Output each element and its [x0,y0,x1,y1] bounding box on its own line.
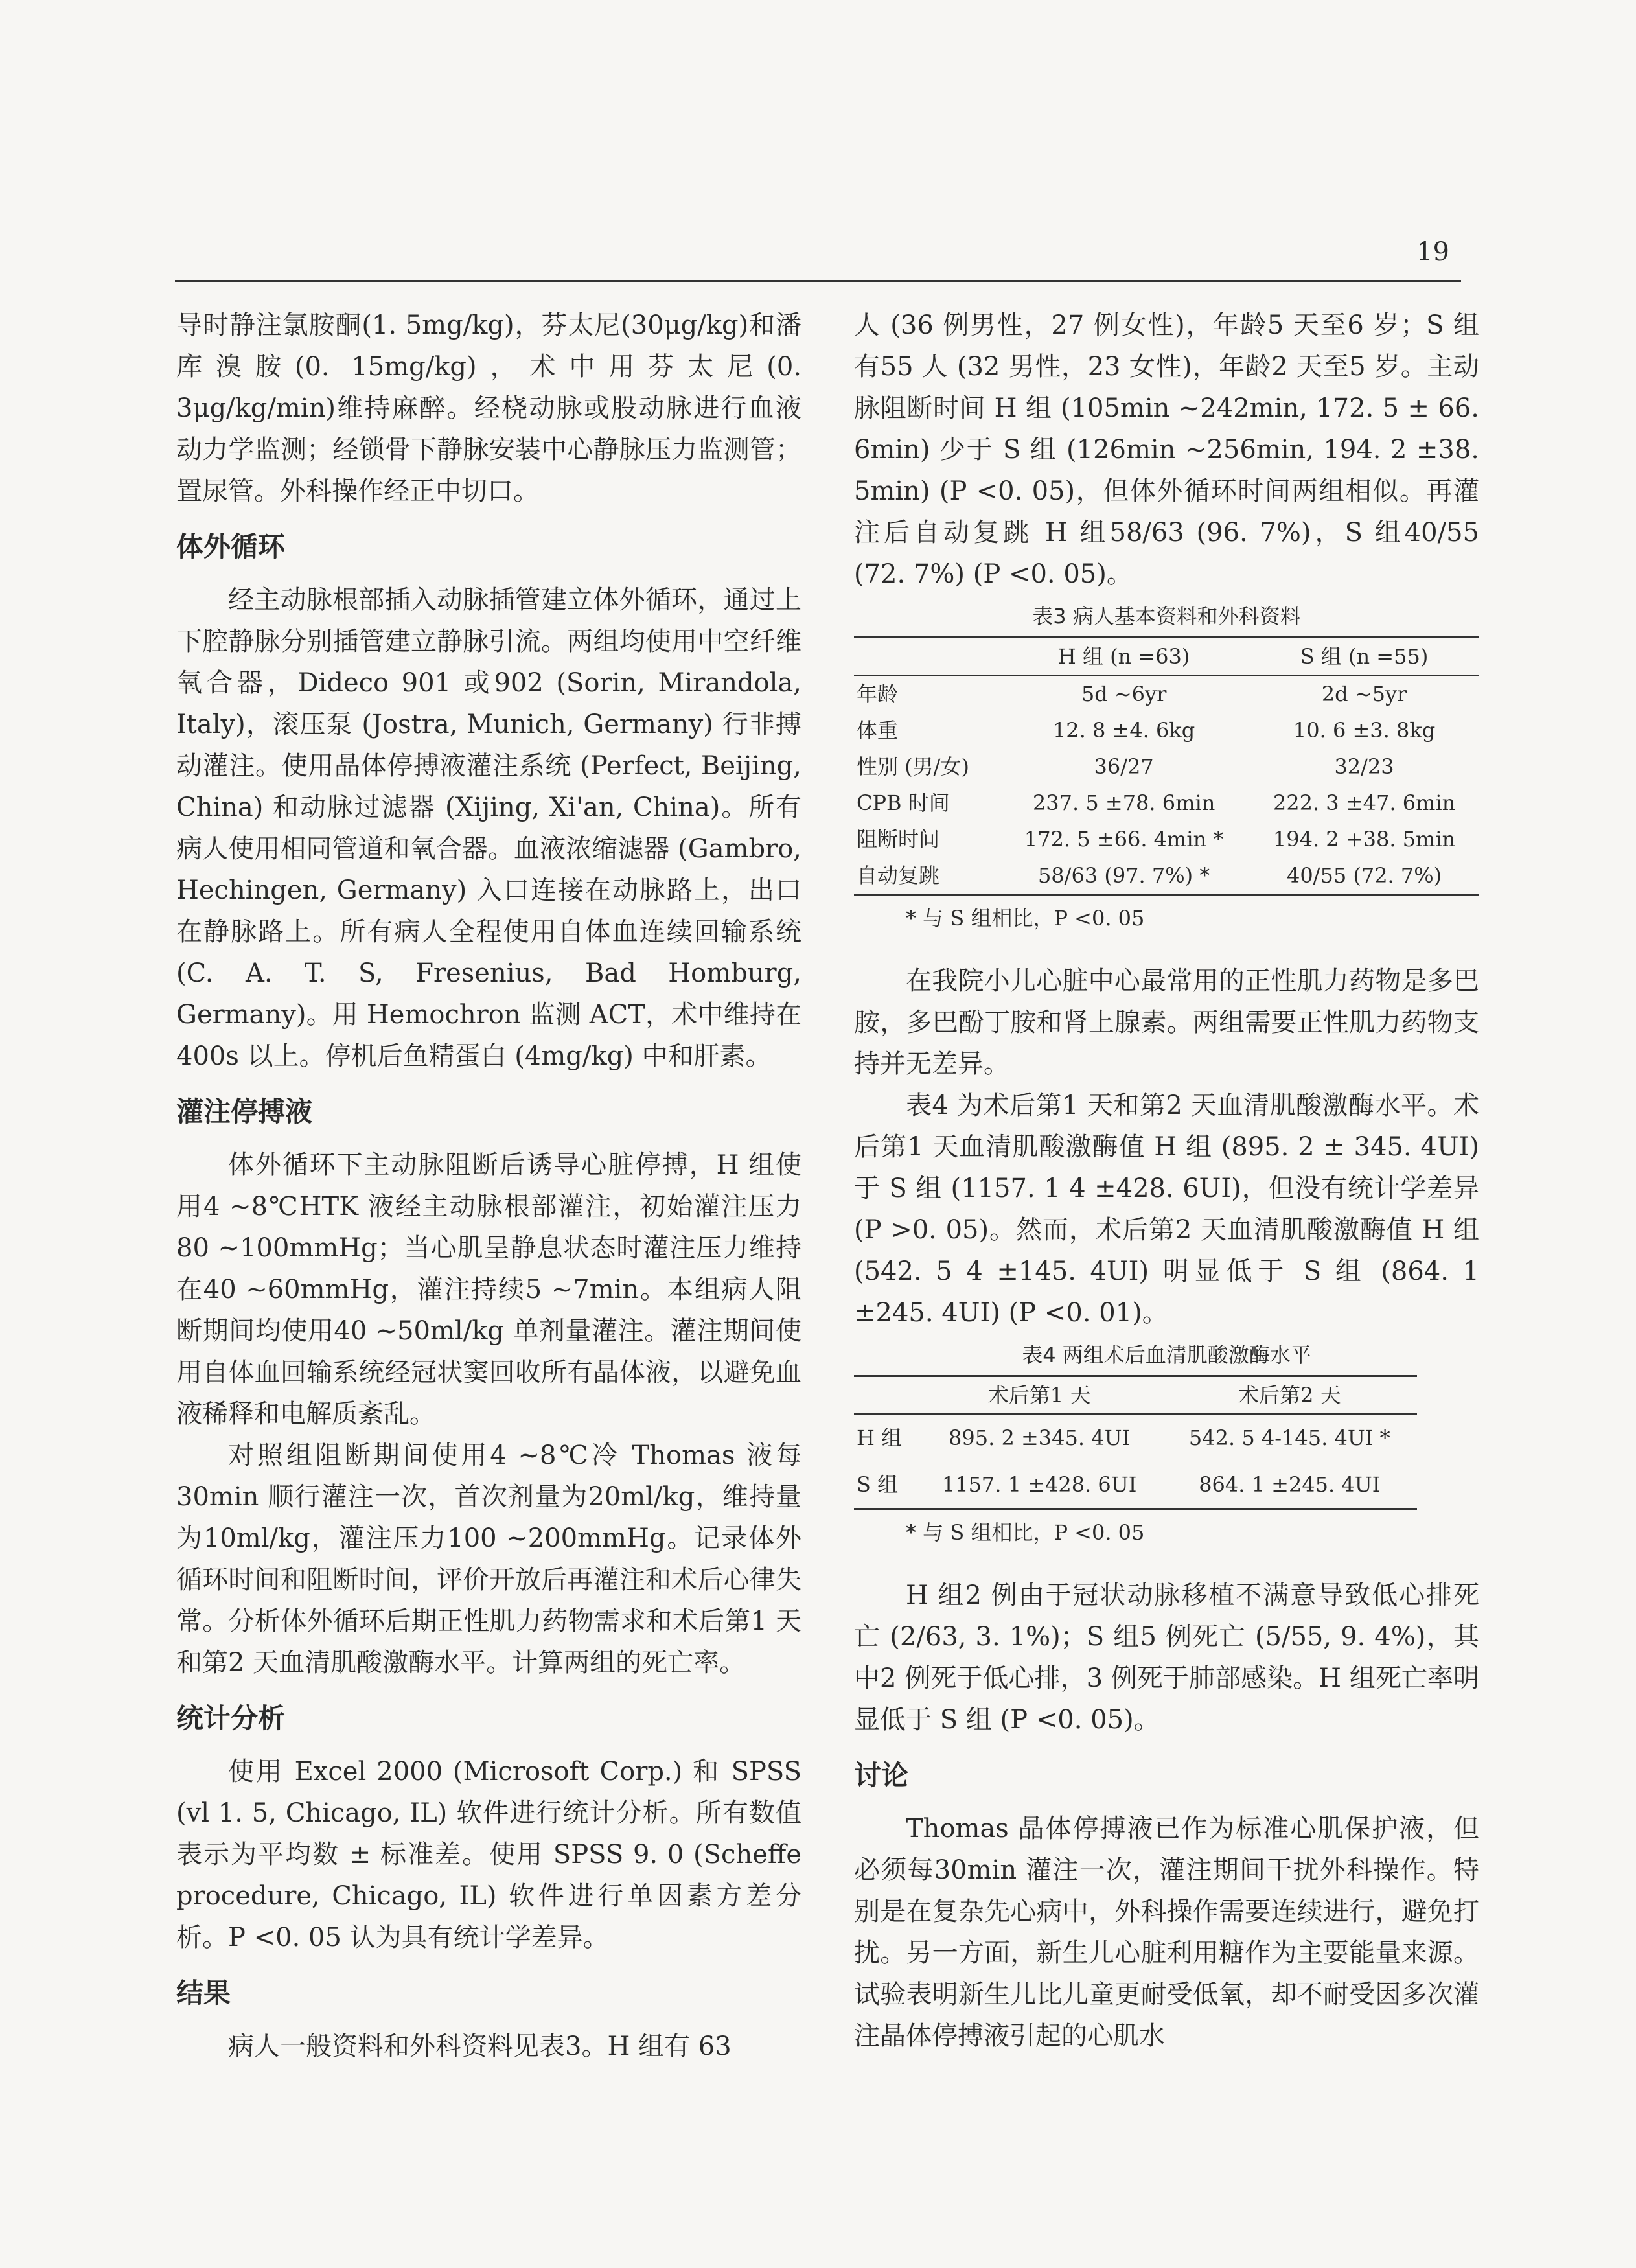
table-cell: 2d ~5yr [1321,682,1407,706]
table-cell: CPB 时间 [857,791,950,815]
table4-title: 表4 两组术后血清肌酸激酶水平 [1022,1343,1311,1367]
table-row [854,821,1479,857]
table-cell: 12. 8 ±4. 6kg [1052,718,1195,743]
section-heading-statistics: 统计分析 [176,1702,286,1734]
cardioplegia-paragraph-1: 体外循环下主动脉阻断后诱导心脏停搏，H 组使用4 ~8℃HTK 液经主动脉根部灌注，初始灌注压力80 ~100mmHg；当心肌呈静息状态时灌注压力维持在40 ~60mmHg，灌注持续5 ~7min。本组病人阻断期间均使用40 ~50ml/kg 单剂量灌注。灌注期间使用自体血回输系统经冠状窦回收所有晶体液，以避免血液稀释和电解质紊乱。 [176,1150,801,1429]
table-header-cell: 术后第1 天 [987,1383,1091,1407]
table-row [854,857,1479,895]
table-cell: 237. 5 ±78. 6min [1032,791,1215,815]
table3-title: 表3 病人基本资料和外科资料 [1032,604,1301,629]
table-row [854,748,1479,785]
table-cell: 895. 2 ±345. 4UI [949,1426,1131,1450]
table4 [854,1375,1417,1510]
table-header-cell: H 组 (n =63) [1057,644,1190,669]
mortality-paragraph: H 组2 例由于冠状动脉移植不满意导致低心排死亡 (2/63, 3. 1%)；S 组5 例死亡 (5/55, 9. 4%)，其中2 例死于低心排，3 例死于肺部感染。H 组死亡率明显低于 S 组 (P <0. 05)。 [854,1580,1479,1735]
table-cell: 5d ~6yr [1081,682,1167,706]
results-continued-paragraph: 人 (36 例男性，27 例女性)，年龄5 天至6 岁；S 组有55 人 (32 男性，23 女性)，年龄2 天至5 岁。主动脉阻断时间 H 组 (105min ~242min, 172. 5 ± 66. 6min) 少于 S 组 (126min ~256min, 194. 2 ±38. 5min) (P <0. 05)，但体外循环时间两组相似。再灌注后自动复跳 H 组58/63 (96. 7%)，S 组40/55 (72. 7%) (P <0. 05)。 [854,310,1479,589]
table-cell: 阻断时间 [857,827,940,851]
table-cell: 58/63 (97. 7%) * [1037,863,1210,888]
table-cell: 864. 1 ±245. 4UI [1199,1472,1381,1497]
table-row [854,1461,1417,1509]
table-cell: 10. 6 ±3. 8kg [1293,718,1436,743]
anesthesia-paragraph: 导时静注氯胺酮(1. 5mg/kg)，芬太尼(30μg/kg)和潘库溴胺(0. 15mg/kg)，术中用芬太尼(0. 3μg/kg/min)维持麻醉。经桡动脉或股动脉进行血液动力学监测；经锁骨下静脉安装中心静脉压力监测管；置尿管。外科操作经正中切口。 [176,310,801,506]
table-cell: 542. 5 4-145. 4UI * [1188,1426,1390,1450]
section-heading-cpb: 体外循环 [176,531,286,562]
results-paragraph: 病人一般资料和外科资料见表3。H 组有 63 [228,2031,732,2061]
table-row [854,675,1479,712]
table-cell: 自动复跳 [857,863,940,888]
table-header-cell: S 组 (n =55) [1300,644,1429,669]
header-rule [175,280,1461,282]
table4-footnote: * 与 S 组相比，P <0. 05 [906,1520,1145,1545]
table-cell: H 组 [857,1426,903,1450]
table-cell: 194. 2 +38. 5min [1273,827,1456,851]
page-number: 19 [1416,237,1449,267]
right-column [854,305,1479,2057]
table-cell: 36/27 [1094,754,1154,779]
table-cell: 32/23 [1334,754,1394,779]
table3 [854,636,1479,896]
section-heading-cardioplegia: 灌注停搏液 [176,1096,313,1128]
table-cell: 172. 5 ±66. 4min * [1024,827,1224,851]
discussion-paragraph: Thomas 晶体停搏液已作为标准心肌保护液，但必须每30min 灌注一次，灌注期间干扰外科操作。特别是在复杂先心病中，外科操作需要连续进行，避免打扰。另一方面，新生儿心脏利用糖作为主要能量来源。试验表明新生儿比儿童更耐受低氧，却不耐受因多次灌注晶体停搏液引起的心肌水 [854,1814,1479,2051]
table-row [854,785,1479,821]
table-cell: 年龄 [857,682,899,706]
table-cell: 222. 3 ±47. 6min [1273,791,1456,815]
table3-footnote: * 与 S 组相比，P <0. 05 [906,906,1145,931]
table-header-cell [854,1376,916,1415]
left-column [176,305,801,2067]
table-cell: 40/55 (72. 7%) [1286,863,1442,888]
inotrope-paragraph: 在我院小儿心脏中心最常用的正性肌力药物是多巴胺，多巴酚丁胺和肾上腺素。两组需要正性肌力药物支持并无差异。 [854,966,1479,1079]
cpb-paragraph: 经主动脉根部插入动脉插管建立体外循环，通过上下腔静脉分别插管建立静脉引流。两组均使用中空纤维氧合器，Dideco 901 或902 (Sorin, Mirandola, Italy)，滚压泵 (Jostra, Munich, Germany) 行非搏动灌注。使用晶体停搏液灌注系统 (Perfect, Beijing, China) 和动脉过滤器 (Xijing, Xi'an, China)。所有病人使用相同管道和氧合器。血液浓缩滤器 (Gambro, Hechingen, Germany) 入口连接在动脉路上，出口在静脉路上。所有病人全程使用自体血连续回输系统 (C. A. T. S, Fresenius, Bad Homburg, Germany)。用 Hemochron 监测 ACT，术中维持在 400s 以上。停机后鱼精蛋白 (4mg/kg) 中和肝素。 [176,585,801,1071]
table-header-cell [854,638,998,676]
table-row [854,1414,1417,1461]
statistics-paragraph: 使用 Excel 2000 (Microsoft Corp.) 和 SPSS (vl 1. 5, Chicago, IL) 软件进行统计分析。所有数值表示为平均数 ± 标准差。使用 SPSS 9. 0 (Scheffe procedure, Chicago, IL) 软件进行单因素方差分析。P <0. 05 认为具有统计学差异。 [176,1757,801,1952]
creatine-kinase-paragraph: 表4 为术后第1 天和第2 天血清肌酸激酶水平。术后第1 天血清肌酸激酶值 H 组 (895. 2 ± 345. 4UI) 于 S 组 (1157. 1 4 ±428. 6UI)，但没有统计学差异 (P >0. 05)。然而，术后第2 天血清肌酸激酶值 H 组 (542. 5 4 ±145. 4UI) 明显低于 S 组 (864. 1 ±245. 4UI) (P <0. 01)。 [854,1091,1479,1328]
table-cell: S 组 [857,1472,899,1497]
section-heading-results: 结果 [176,1977,231,2009]
table-cell: 性别 (男/女) [857,754,969,779]
table-header-cell: 术后第2 天 [1238,1383,1341,1407]
cardioplegia-paragraph-2: 对照组阻断期间使用4 ~8℃冷 Thomas 液每30min 顺行灌注一次，首次剂量为20ml/kg，维持量为10ml/kg，灌注压力100 ~200mmHg。记录体外循环时间和阻断时间，评价开放后再灌注和术后心律失常。分析体外循环后期正性肌力药物需求和术后第1 天和第2 天血清肌酸激酶水平。计算两组的死亡率。 [176,1441,801,1678]
table-row [854,712,1479,748]
table-header-row [854,1376,1417,1415]
table-cell: 体重 [857,718,899,743]
table-header-row [854,638,1479,676]
table-cell: 1157. 1 ±428. 6UI [941,1472,1137,1497]
section-heading-discussion: 讨论 [854,1759,909,1791]
